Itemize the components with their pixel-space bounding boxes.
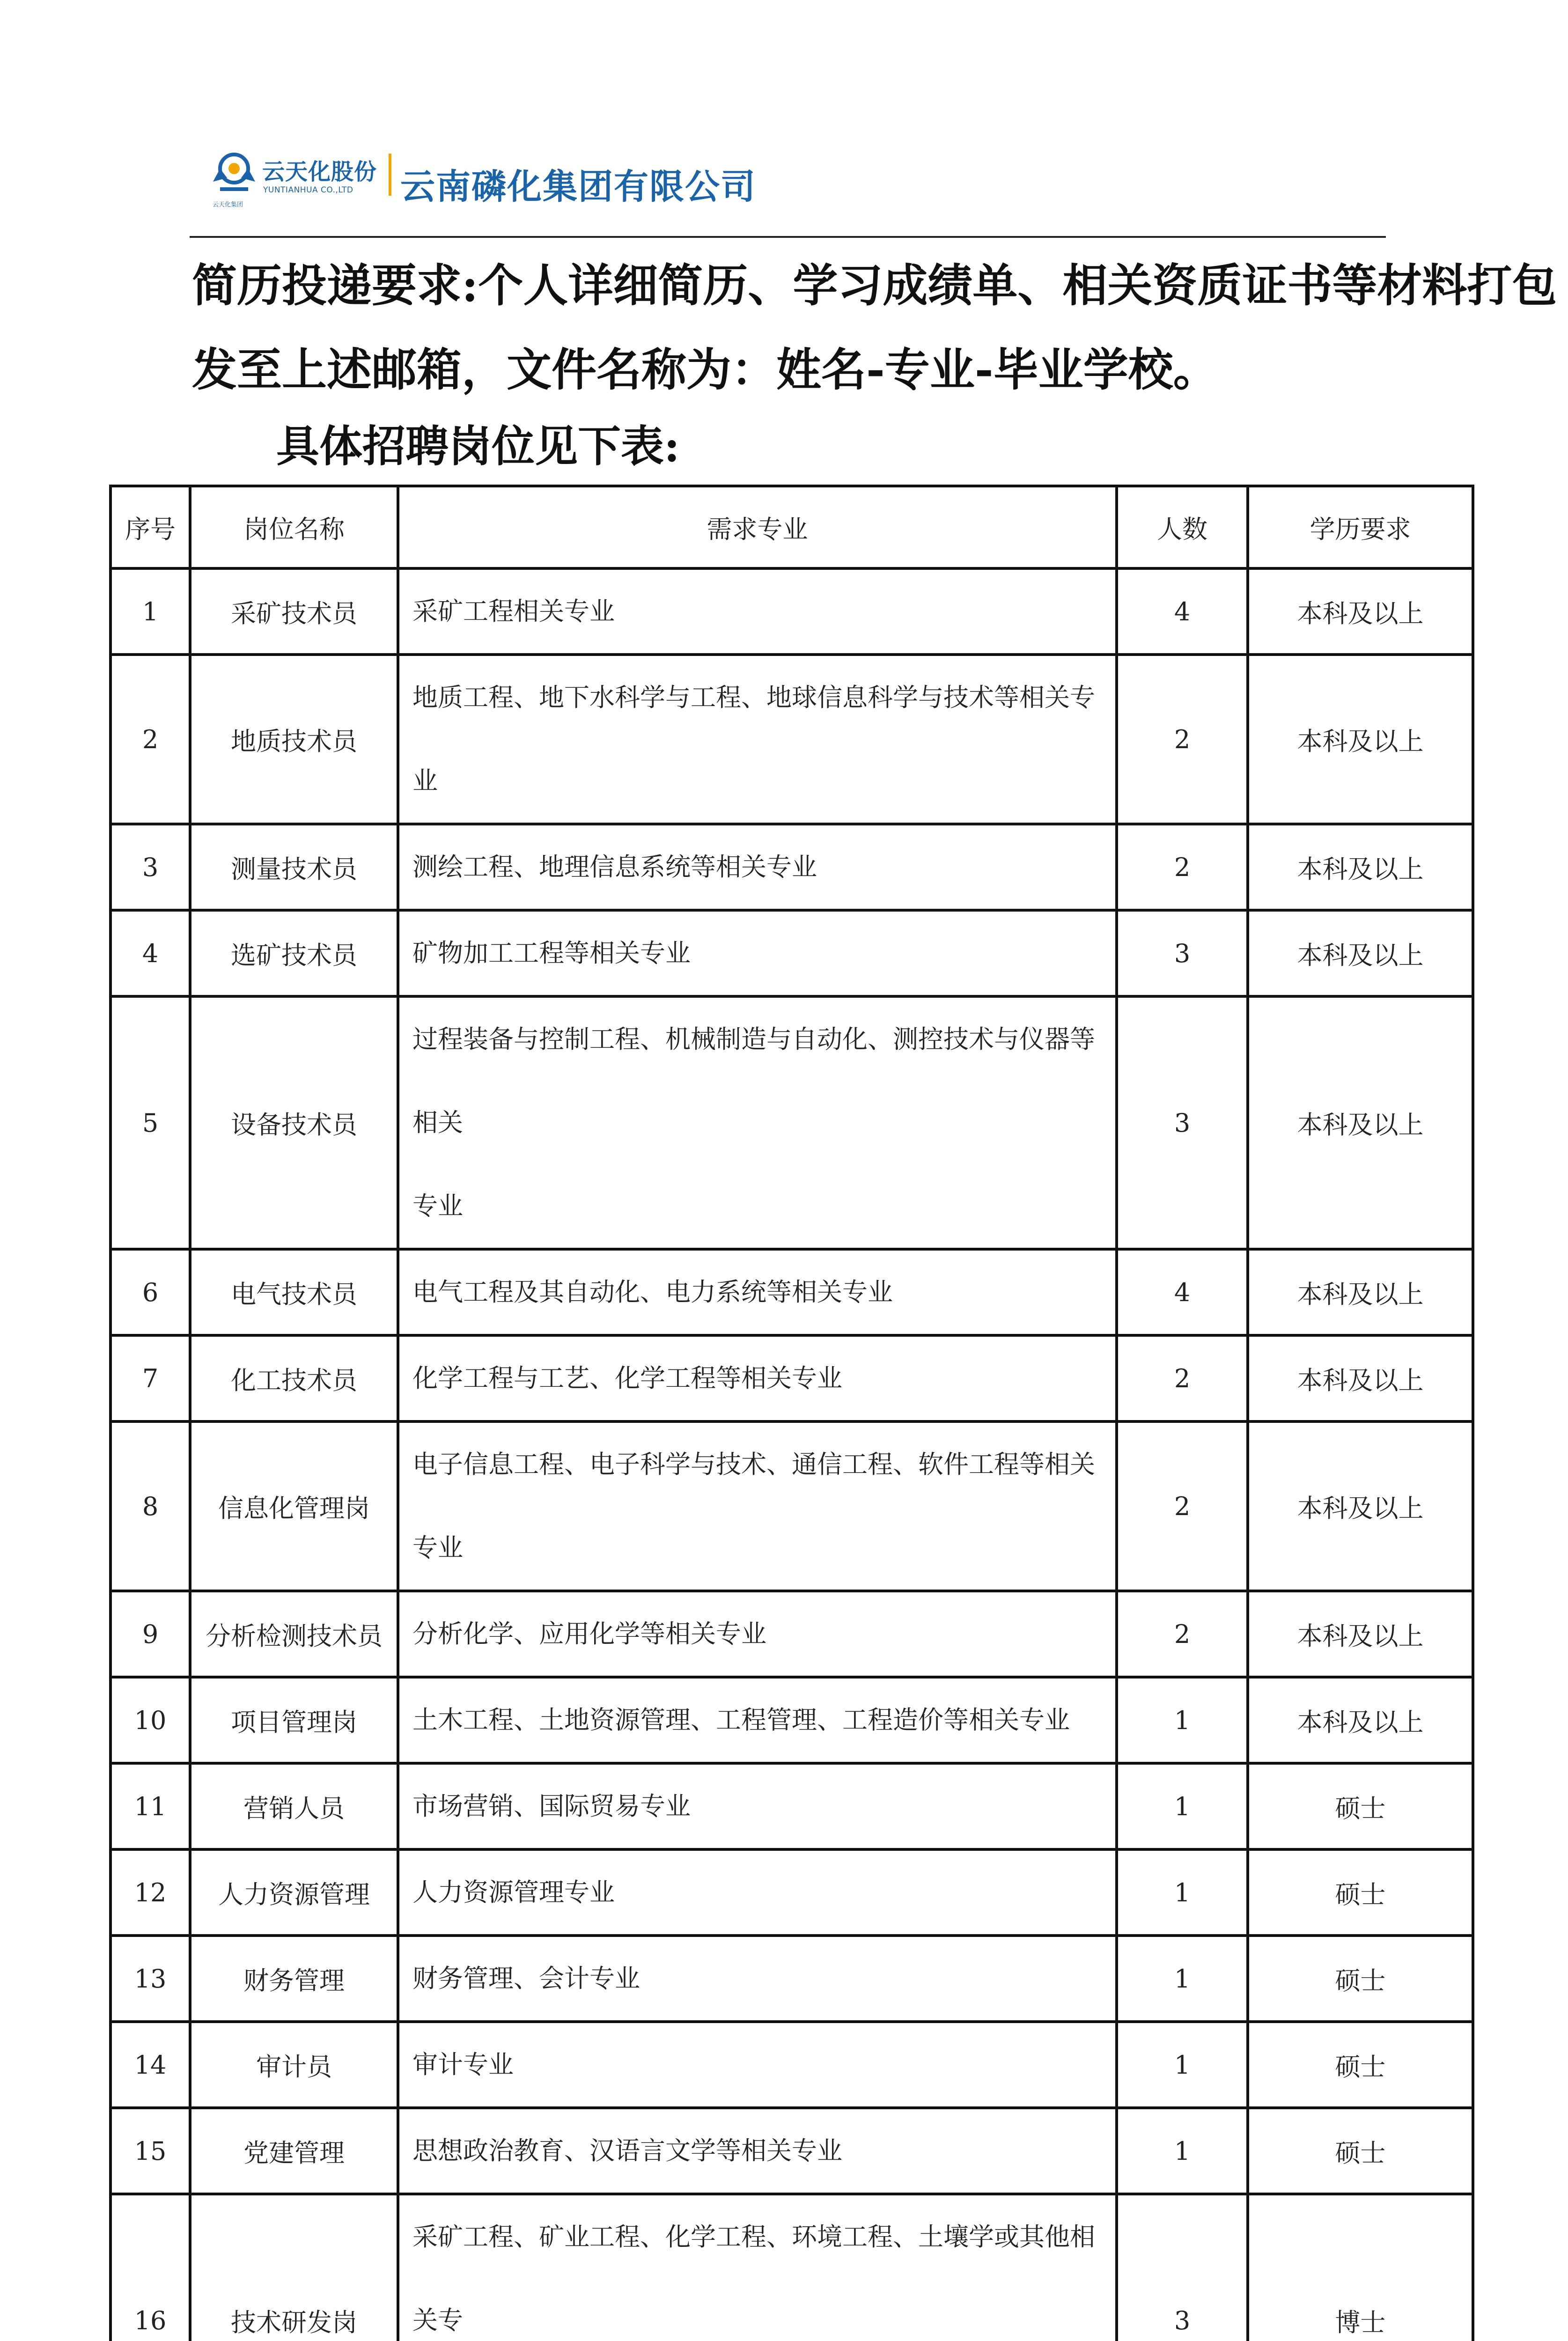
row-no: 9: [110, 1591, 190, 1677]
column-header-major: 需求专业: [398, 486, 1117, 568]
row-education: 本科及以上: [1248, 1249, 1473, 1335]
row-position: 技术研发岗: [190, 2194, 398, 2341]
row-count: 2: [1117, 1335, 1248, 1421]
row-count: 2: [1117, 1421, 1248, 1591]
row-education: 硕士: [1248, 2108, 1473, 2194]
row-no: 2: [110, 655, 190, 824]
row-education: 本科及以上: [1248, 824, 1473, 910]
row-no: 6: [110, 1249, 190, 1335]
row-major: 电子信息工程、电子科学与技术、通信工程、软件工程等相关专业: [398, 1421, 1117, 1591]
row-count: 4: [1117, 568, 1248, 655]
row-count: 1: [1117, 1936, 1248, 2022]
row-count: 2: [1117, 1591, 1248, 1677]
row-no: 11: [110, 1763, 190, 1849]
row-education: 硕士: [1248, 1849, 1473, 1936]
table-row: [110, 568, 1473, 655]
row-position: 测量技术员: [190, 824, 398, 910]
row-position: 营销人员: [190, 1763, 398, 1849]
column-header-count: 人数: [1117, 486, 1248, 568]
row-major: 化学工程与工艺、化学工程等相关专业: [398, 1335, 1117, 1421]
row-major: 市场营销、国际贸易专业: [398, 1763, 1117, 1849]
row-count: 3: [1117, 910, 1248, 996]
table-row: [110, 996, 1473, 1249]
logo-divider: [389, 154, 391, 196]
row-position: 审计员: [190, 2022, 398, 2108]
row-position: 分析检测技术员: [190, 1591, 398, 1677]
table-row: [110, 1421, 1473, 1591]
row-position: 化工技术员: [190, 1335, 398, 1421]
row-no: 4: [110, 910, 190, 996]
row-no: 13: [110, 1936, 190, 2022]
brand-english-name: YUNTIANHUA CO.,LTD: [263, 185, 353, 195]
row-count: 1: [1117, 2022, 1248, 2108]
requirements-line-1: 简历投递要求:个人详细简历、学习成绩单、相关资质证书等材料打包: [192, 259, 1557, 312]
row-education: 本科及以上: [1248, 1677, 1473, 1763]
row-major-line: 采矿工程、矿业工程、化学工程、环境工程、土壤学或其他相关专: [412, 2222, 1095, 2335]
row-education: 硕士: [1248, 1936, 1473, 2022]
row-position: 设备技术员: [190, 996, 398, 1249]
row-count: 1: [1117, 2108, 1248, 2194]
row-major: 人力资源管理专业: [398, 1849, 1117, 1936]
row-count: 2: [1117, 655, 1248, 824]
row-major-line: 专业: [412, 1191, 463, 1221]
row-count: 3: [1117, 2194, 1248, 2341]
column-header-education: 学历要求: [1248, 486, 1473, 568]
table-row: [110, 1936, 1473, 2022]
row-major: 地质工程、地下水科学与工程、地球信息科学与技术等相关专业: [398, 655, 1117, 824]
row-major: 测绘工程、地理信息系统等相关专业: [398, 824, 1117, 910]
row-no: 1: [110, 568, 190, 655]
row-no: 16: [110, 2194, 190, 2341]
table-row: [110, 1591, 1473, 1677]
row-no: 5: [110, 996, 190, 1249]
table-row: [110, 2194, 1473, 2341]
letterhead: [211, 149, 1381, 219]
table-row: [110, 1677, 1473, 1763]
row-education: 本科及以上: [1248, 1591, 1473, 1677]
row-education: 硕士: [1248, 1763, 1473, 1849]
row-major-line: 过程装备与控制工程、机械制造与自动化、测控技术与仪器等相关: [412, 1024, 1095, 1137]
row-major: [398, 996, 1117, 1249]
row-no: 15: [110, 2108, 190, 2194]
row-position: 人力资源管理: [190, 1849, 398, 1936]
brand-name: 云天化股份: [262, 159, 377, 185]
row-count: 4: [1117, 1249, 1248, 1335]
table-row: [110, 1335, 1473, 1421]
row-position: 地质技术员: [190, 655, 398, 824]
row-major: 采矿工程相关专业: [398, 568, 1117, 655]
row-no: 7: [110, 1335, 190, 1421]
company-name: 云南磷化集团有限公司: [400, 167, 756, 207]
row-position: 信息化管理岗: [190, 1421, 398, 1591]
row-no: 3: [110, 824, 190, 910]
positions-heading: 具体招聘岗位见下表:: [276, 421, 680, 471]
row-position: 项目管理岗: [190, 1677, 398, 1763]
row-major: [398, 2194, 1117, 2341]
positions-table: [109, 485, 1474, 2341]
row-major: 矿物加工工程等相关专业: [398, 910, 1117, 996]
column-header-position: 岗位名称: [190, 486, 398, 568]
row-education: 本科及以上: [1248, 910, 1473, 996]
column-header-no: 序号: [110, 486, 190, 568]
row-no: 12: [110, 1849, 190, 1936]
row-position: 党建管理: [190, 2108, 398, 2194]
row-position: 采矿技术员: [190, 568, 398, 655]
row-major: 思想政治教育、汉语言文学等相关专业: [398, 2108, 1117, 2194]
row-major: 审计专业: [398, 2022, 1117, 2108]
row-count: 1: [1117, 1849, 1248, 1936]
row-education: 本科及以上: [1248, 1421, 1473, 1591]
row-education: 本科及以上: [1248, 655, 1473, 824]
table-row: [110, 1849, 1473, 1936]
header-rule: [190, 236, 1386, 238]
row-position: 财务管理: [190, 1936, 398, 2022]
row-position: 选矿技术员: [190, 910, 398, 996]
row-count: 2: [1117, 824, 1248, 910]
submission-requirements: [192, 243, 1557, 412]
requirements-line-2: 发至上述邮箱，文件名称为：姓名-专业-毕业学校。: [192, 343, 1218, 396]
row-major: 财务管理、会计专业: [398, 1936, 1117, 2022]
row-no: 8: [110, 1421, 190, 1591]
row-no: 14: [110, 2022, 190, 2108]
table-row: [110, 2108, 1473, 2194]
row-education: 本科及以上: [1248, 996, 1473, 1249]
table-row: [110, 824, 1473, 910]
row-major: 分析化学、应用化学等相关专业: [398, 1591, 1117, 1677]
row-education: 博士: [1248, 2194, 1473, 2341]
row-count: 1: [1117, 1677, 1248, 1763]
row-no: 10: [110, 1677, 190, 1763]
row-position: 电气技术员: [190, 1249, 398, 1335]
row-education: 本科及以上: [1248, 568, 1473, 655]
row-education: 硕士: [1248, 2022, 1473, 2108]
row-count: 3: [1117, 996, 1248, 1249]
row-count: 1: [1117, 1763, 1248, 1849]
table-row: [110, 655, 1473, 824]
table-row: [110, 910, 1473, 996]
table-row: [110, 1249, 1473, 1335]
brand-mini-label: 云天化集团: [213, 201, 243, 208]
row-major: 土木工程、土地资源管理、工程管理、工程造价等相关专业: [398, 1677, 1117, 1763]
row-major: 电气工程及其自动化、电力系统等相关专业: [398, 1249, 1117, 1335]
table-header-row: [110, 486, 1473, 568]
table-row: [110, 2022, 1473, 2108]
table-row: [110, 1763, 1473, 1849]
row-education: 本科及以上: [1248, 1335, 1473, 1421]
